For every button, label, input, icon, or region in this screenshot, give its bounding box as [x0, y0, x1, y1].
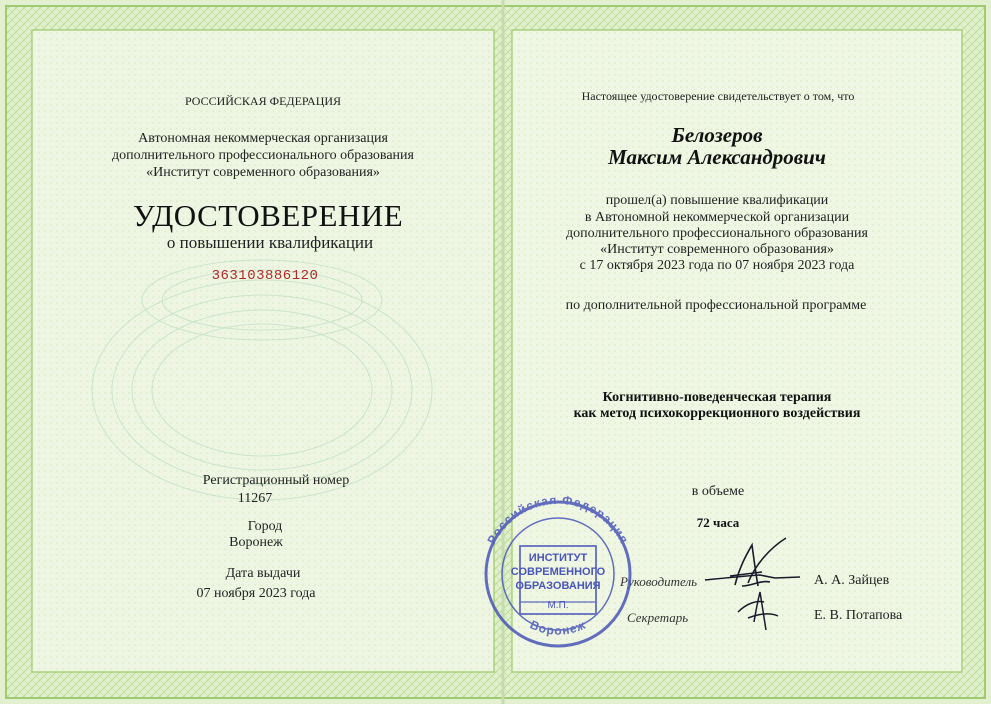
city-label: Город — [247, 519, 283, 534]
issue-date: 07 ноября 2023 года — [196, 586, 316, 601]
country-label: РОССИЙСКАЯ ФЕДЕРАЦИЯ — [184, 94, 342, 108]
document-subtitle: о повышении квалификации — [166, 233, 374, 252]
stamp-line-1: ИНСТИТУТ — [528, 552, 588, 564]
body-line-3: дополнительного профессионального образования — [566, 226, 868, 241]
recipient-surname: Белозеров — [671, 123, 763, 147]
body-line-4: «Институт современного образования» — [600, 242, 834, 257]
head-role: Руководитель — [620, 574, 698, 589]
document-title: УДОСТОВЕРЕНИЕ — [132, 198, 404, 233]
issue-date-label: Дата выдачи — [225, 566, 301, 581]
volume-label: в объеме — [691, 484, 745, 499]
city-value: Воронеж — [229, 535, 283, 550]
org-line-3: «Институт современного образования» — [146, 165, 380, 180]
stamp-line-3: ОБРАЗОВАНИЯ — [515, 580, 601, 592]
body-line-2: в Автономной некоммерческой организации — [584, 210, 850, 225]
svg-text:Воронеж — [528, 617, 588, 637]
intro-text: Настоящее удостоверение свидетельствует о том, что — [581, 89, 855, 103]
body-line-5: с 17 октября 2023 года по 07 ноября 2023 года — [579, 258, 855, 273]
program-label: по дополнительной профессиональной программе — [565, 298, 867, 313]
stamp-ring-bottom: Воронеж — [527, 617, 589, 638]
hours-value: 72 часа — [696, 515, 740, 530]
secretary-name: Е. В. Потапова — [814, 608, 903, 623]
body-line-1: прошел(а) повышение квалификации — [605, 193, 829, 208]
secretary-role: Секретарь — [627, 610, 689, 625]
stamp-mp: М.П. — [547, 600, 569, 611]
program-title-1: Когнитивно-поведенческая терапия — [602, 390, 832, 405]
stamp-line-2: СОВРЕМЕННОГО — [510, 566, 606, 578]
reg-number: 11267 — [237, 491, 273, 506]
head-name: А. А. Зайцев — [814, 573, 890, 588]
svg-text:Российская Федерация — [484, 493, 631, 546]
program-title-2: как метод психокоррекционного воздействия — [573, 406, 861, 421]
org-line-1: Автономная некоммерческая организация — [138, 131, 388, 146]
recipient-given-names: Максим Александрович — [608, 145, 826, 169]
reg-number-label: Регистрационный номер — [202, 473, 350, 488]
stamp-ring-top: Российская Федерация — [484, 492, 632, 547]
serial-number: 363103886120 — [211, 268, 319, 284]
org-line-2: дополнительного профессионального образования — [112, 148, 414, 163]
